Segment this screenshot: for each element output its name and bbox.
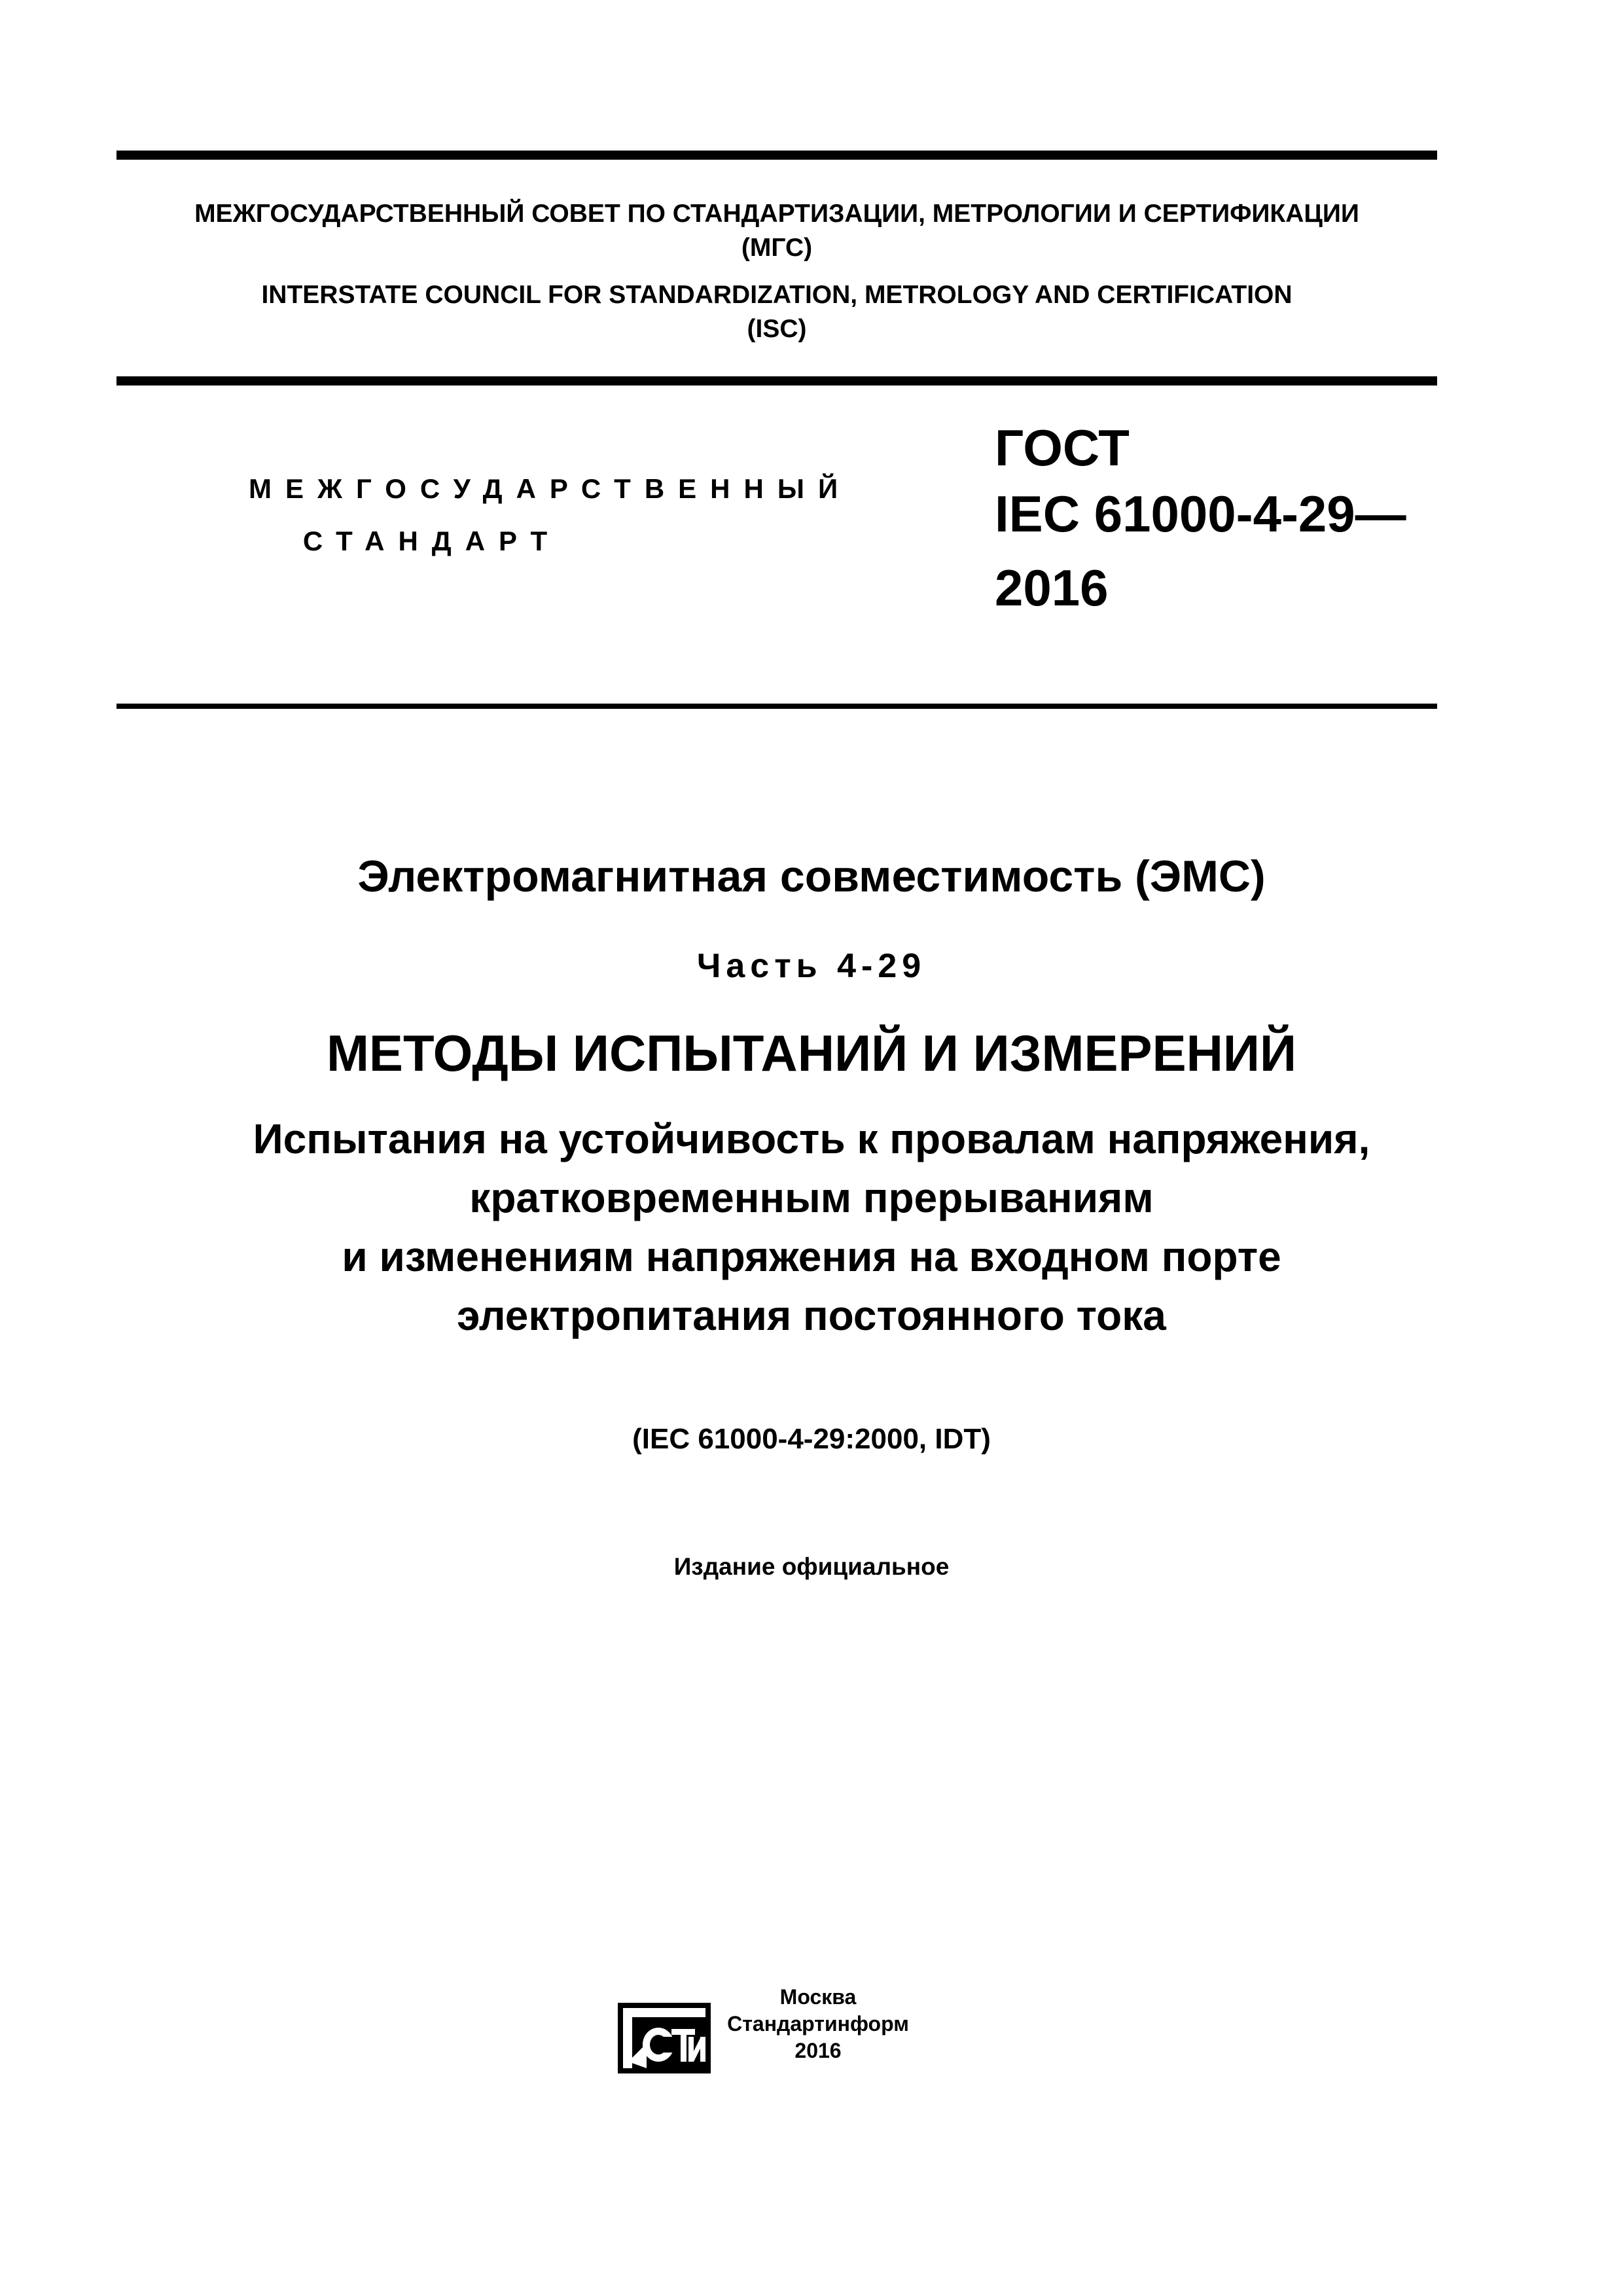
top-rule	[116, 151, 1437, 160]
publisher-city: Москва	[779, 1985, 857, 2009]
subtitle-line-4: электропитания постоянного тока	[457, 1292, 1166, 1339]
subtitle-line-1: Испытания на устойчивость к провалам напряжения,	[253, 1115, 1370, 1162]
council-abbr-ru: (МГС)	[741, 234, 813, 262]
document-title: Электромагнитная совместимость (ЭМС)	[357, 852, 1266, 901]
edition-note: Издание официальное	[673, 1553, 950, 1580]
publisher-year: 2016	[794, 2039, 842, 2062]
gost-year: 2016	[995, 559, 1109, 617]
standard-kind-line2: СТАНДАРТ	[302, 526, 562, 556]
standard-kind-line1: МЕЖГОСУДАРСТВЕННЫЙ	[249, 473, 852, 504]
standartinform-logo-icon	[615, 2003, 713, 2075]
gost-number: IEC 61000-4-29—	[995, 485, 1406, 543]
publisher-name: Стандартинформ	[727, 2012, 909, 2036]
gost-label: ГОСТ	[995, 419, 1130, 476]
council-name-ru: МЕЖГОСУДАРСТВЕННЫЙ СОВЕТ ПО СТАНДАРТИЗАЦИИ, МЕТРОЛОГИИ И СЕРТИФИКАЦИИ	[194, 200, 1359, 228]
header-bottom-rule	[116, 376, 1437, 386]
subtitle-line-3: и изменениям напряжения на входном порте	[342, 1233, 1281, 1280]
council-name-en: INTERSTATE COUNCIL FOR STANDARDIZATION, METROLOGY AND CERTIFICATION	[261, 281, 1293, 309]
iec-reference: (IEC 61000-4-29:2000, IDT)	[632, 1423, 991, 1455]
designation-bottom-rule	[116, 704, 1437, 709]
document-section: МЕТОДЫ ИСПЫТАНИЙ И ИЗМЕРЕНИЙ	[326, 1024, 1297, 1082]
council-abbr-en: (ISC)	[747, 315, 807, 343]
subtitle-line-2: кратковременным прерываниям	[469, 1174, 1154, 1221]
document-part: Часть 4-29	[696, 947, 927, 985]
